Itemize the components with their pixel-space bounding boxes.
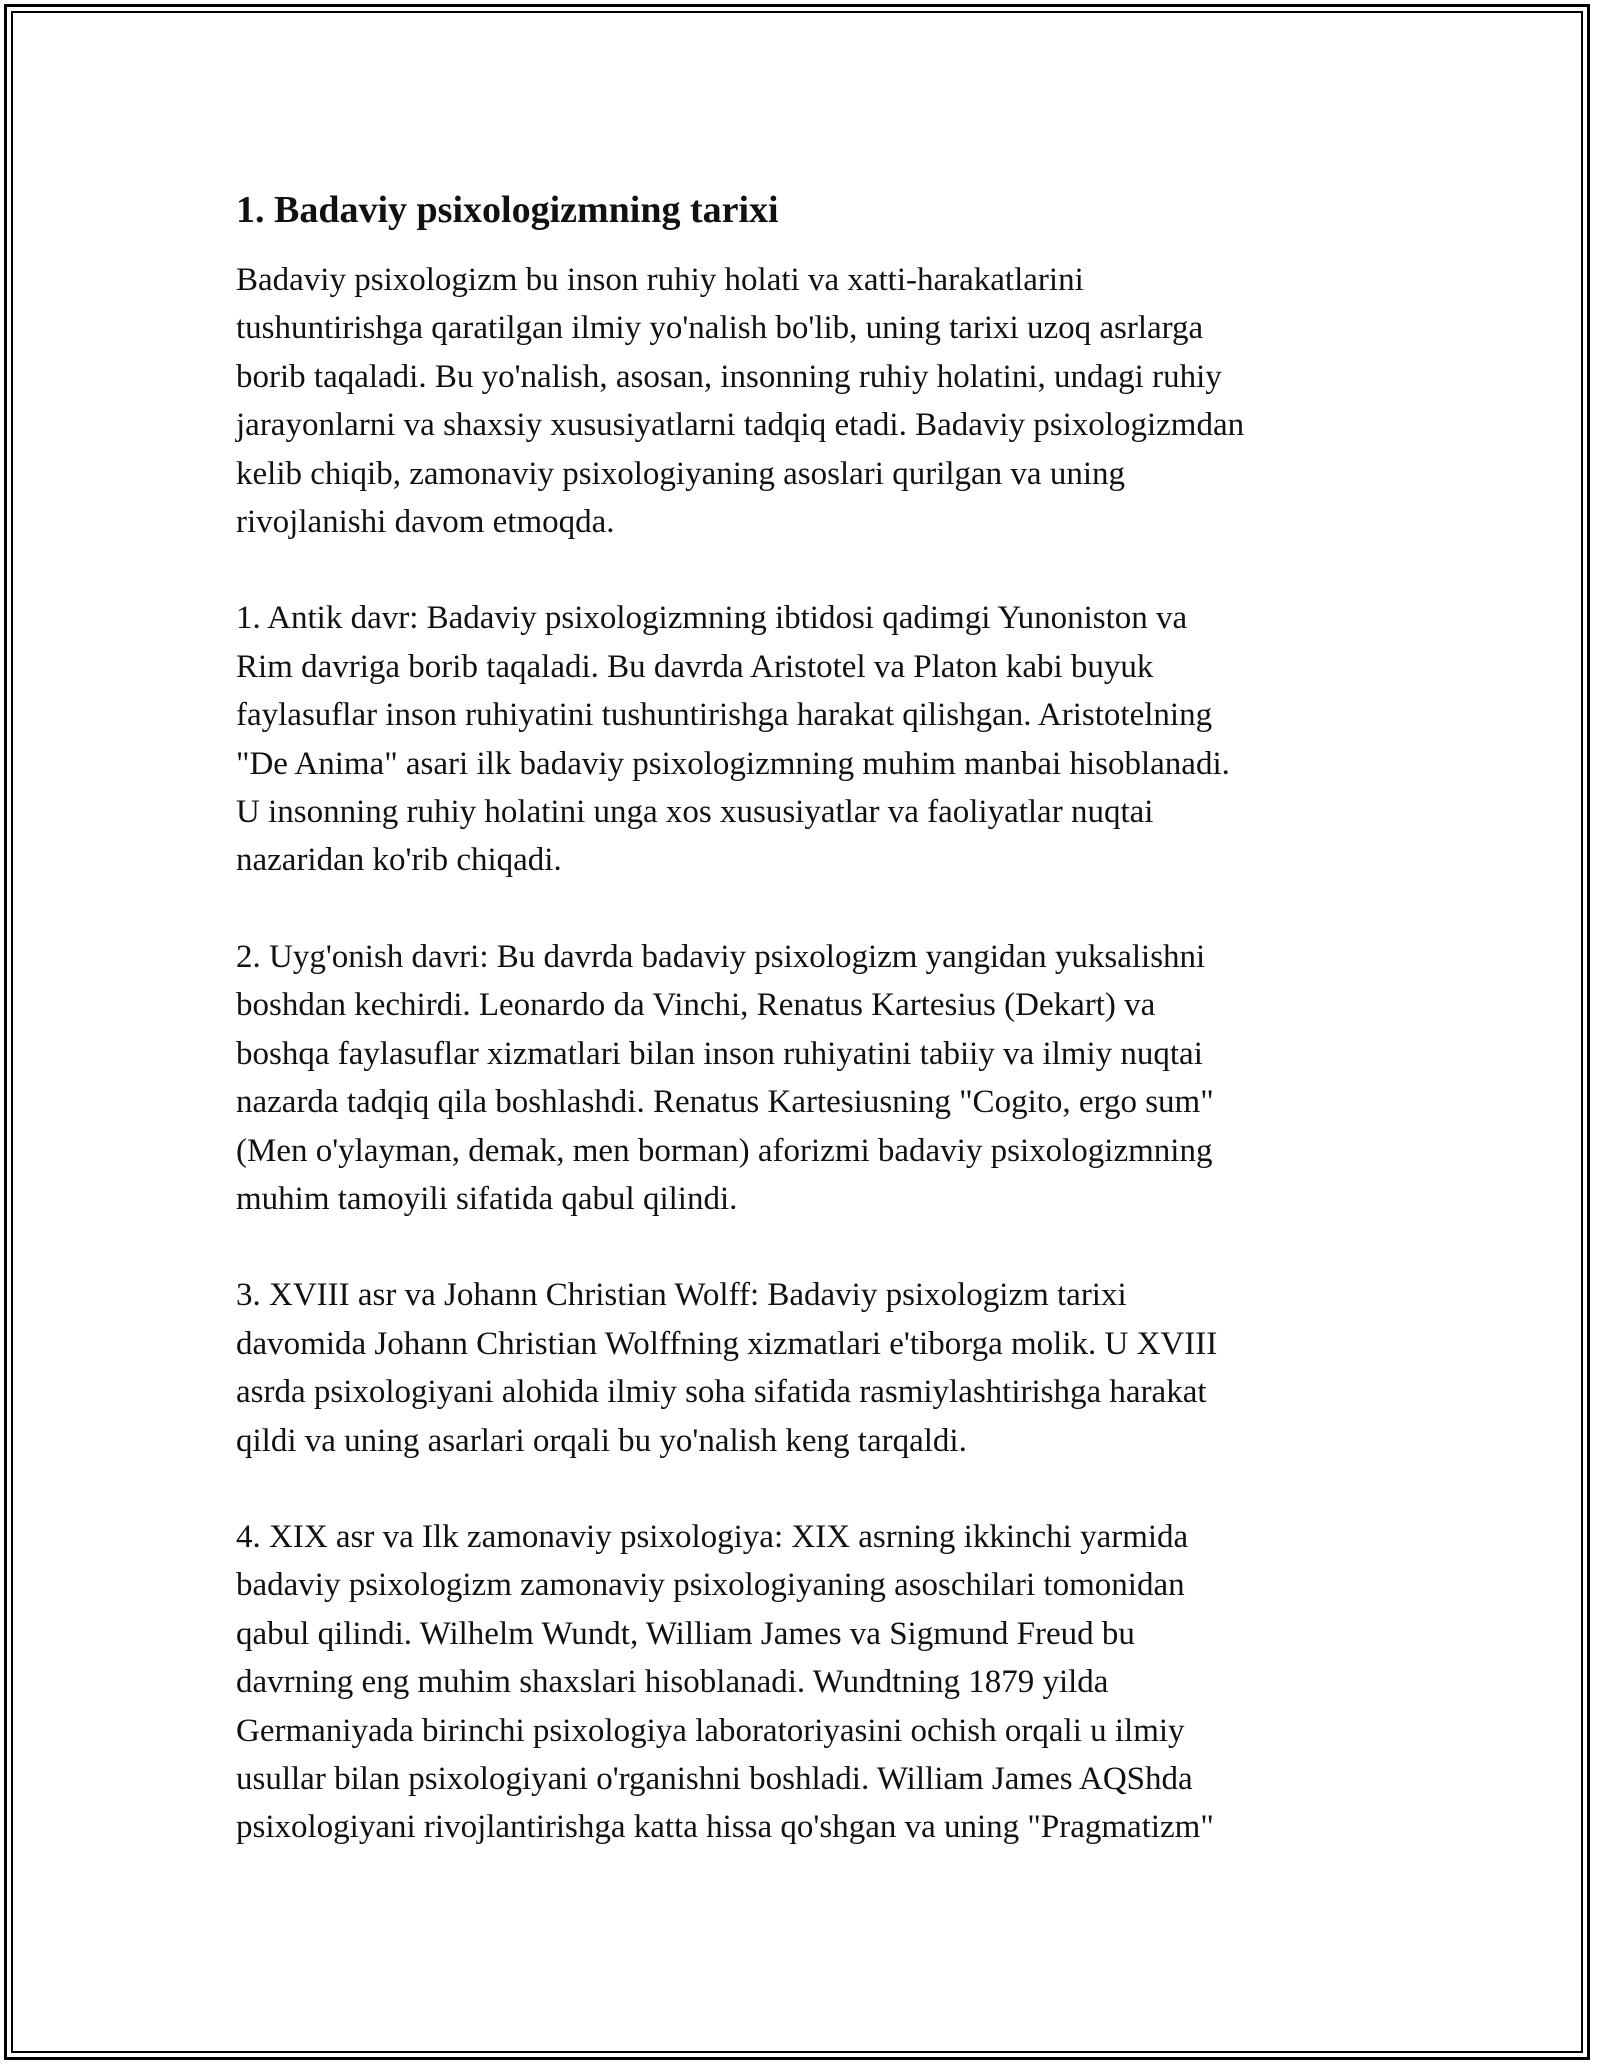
paragraph bbox=[236, 256, 1376, 546]
paragraph-line: tushuntirishga qaratilgan ilmiy yo'nalish bo'lib, uning tarixi uzoq asrlarga bbox=[236, 310, 1204, 347]
document-body bbox=[236, 186, 1376, 1900]
paragraph-line: borib taqaladi. Bu yo'nalish, asosan, insonning ruhiy holatini, undagi ruhiy bbox=[236, 358, 1222, 395]
paragraph-line: nazaridan ko'rib chiqadi. bbox=[236, 842, 562, 879]
paragraph-line: Badaviy psixologizm bu inson ruhiy holati va xatti-harakatlarini bbox=[236, 262, 1084, 298]
paragraph-line: Rim davriga borib taqaladi. Bu davrda Aristotel va Platon kabi buyuk bbox=[236, 648, 1154, 685]
paragraph-line: jarayonlarni va shaxsiy xususiyatlarni tadqiq etadi. Badaviy psixologizmdan bbox=[236, 407, 1245, 444]
paragraph-line: usullar bilan psixologiyani o'rganishni boshladi. William James AQShda bbox=[236, 1760, 1193, 1797]
paragraph-line: boshqa faylasuflar xizmatlari bilan inson ruhiyatini tabiiy va ilmiy nuqtai bbox=[236, 1035, 1203, 1072]
paragraph-line: boshdan kechirdi. Leonardo da Vinchi, Renatus Kartesius (Dekart) va bbox=[236, 987, 1156, 1024]
paragraph-line: (Men o'ylayman, demak, men borman) aforizmi badaviy psixologizmning bbox=[236, 1132, 1213, 1169]
paragraph-list bbox=[236, 256, 1376, 1852]
paragraph bbox=[236, 1513, 1376, 1852]
paragraph bbox=[236, 594, 1376, 884]
paragraph-line: davrning eng muhim shaxslari hisoblanadi. Wundtning 1879 yilda bbox=[236, 1664, 1109, 1701]
paragraph-line: Germaniyada birinchi psixologiya laboratoriyasini ochish orqali u ilmiy bbox=[236, 1712, 1185, 1749]
paragraph-line: 2. Uyg'onish davri: Bu davrda badaviy psixologizm yangidan yuksalishni bbox=[236, 938, 1206, 975]
paragraph-line: rivojlanishi davom etmoqda. bbox=[236, 504, 615, 541]
paragraph-line: 4. XIX asr va Ilk zamonaviy psixologiya: XIX asrning ikkinchi yarmida bbox=[236, 1518, 1189, 1555]
paragraph-line: davomida Johann Christian Wolffning xizmatlari e'tiborga molik. U XVIII bbox=[236, 1325, 1218, 1362]
paragraph-line: qildi va uning asarlari orqali bu yo'nalish keng tarqaldi. bbox=[236, 1422, 967, 1459]
paragraph-line: "De Anima" asari ilk badaviy psixologizmning muhim manbai hisoblanadi. bbox=[236, 745, 1230, 782]
paragraph-line: 3. XVIII asr va Johann Christian Wolff: Badaviy psixologizm tarixi bbox=[236, 1277, 1127, 1314]
paragraph-line: asrda psixologiyani alohida ilmiy soha sifatida rasmiylashtirishga harakat bbox=[236, 1374, 1207, 1411]
paragraph bbox=[236, 1271, 1376, 1465]
paragraph-line: U insonning ruhiy holatini unga xos xususiyatlar va faoliyatlar nuqtai bbox=[236, 794, 1154, 831]
paragraph-line: muhim tamoyili sifatida qabul qilindi. bbox=[236, 1180, 738, 1217]
paragraph-line: kelib chiqib, zamonaviy psixologiyaning asoslari qurilgan va uning bbox=[236, 455, 1126, 492]
paragraph-line: psixologiyani rivojlantirishga katta hissa qo'shgan va uning "Pragmatizm" bbox=[236, 1809, 1214, 1846]
paragraph-line: faylasuflar inson ruhiyatini tushuntirishga harakat qilishgan. Aristotelning bbox=[236, 697, 1213, 734]
paragraph-line: badaviy psixologizm zamonaviy psixologiyaning asoschilari tomonidan bbox=[236, 1567, 1185, 1604]
paragraph-line: 1. Antik davr: Badaviy psixologizmning ibtidosi qadimgi Yunoniston va bbox=[236, 600, 1188, 637]
paragraph-line: nazarda tadqiq qila boshlashdi. Renatus Kartesiusning "Cogito, ergo sum" bbox=[236, 1084, 1214, 1121]
section-heading: 1. Badaviy psixologizmning tarixi bbox=[236, 189, 779, 231]
paragraph bbox=[236, 933, 1376, 1223]
paragraph-line: qabul qilindi. Wilhelm Wundt, William James va Sigmund Freud bu bbox=[236, 1615, 1135, 1652]
